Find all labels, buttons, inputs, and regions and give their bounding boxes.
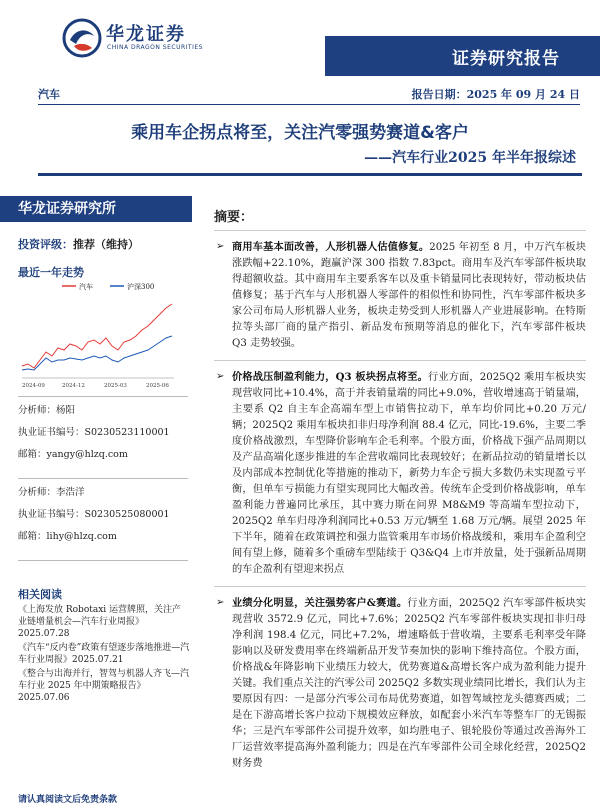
x-tick-label: 2024-09: [22, 383, 45, 389]
abstract-body: [214, 226, 586, 776]
paragraph-lead: 商用车基本面改善，人形机器人估值修复。: [232, 241, 430, 253]
analyst-1: [18, 404, 170, 462]
report-date: 报告日期：2025 年 09 月 24 日: [411, 88, 580, 101]
bullet-arrow-icon: ➢: [216, 371, 225, 382]
analyst-name: 分析师：李浩洋: [18, 487, 85, 498]
report-header: [0, 0, 600, 80]
report-type-label: 证券研究报告: [452, 49, 560, 69]
analyst-email: 邮箱：yangy@hlzq.com: [18, 449, 128, 460]
bullet-arrow-icon: ➢: [216, 597, 225, 608]
analyst-name: 分析师：杨阳: [18, 405, 76, 416]
report-subtitle: ——汽车行业2025 年半年报综述: [364, 150, 576, 166]
legend-auto-label: 汽车: [79, 283, 93, 291]
dragon-logo-icon: [62, 18, 102, 58]
paragraph-lead: 价格战压制盈利能力，Q3 板块拐点将至。: [232, 371, 428, 383]
related-report-link[interactable]: 《上海发放 Robotaxi 运营牌照，关注产业链增量机会—汽车行业周报》2025.07.28: [18, 605, 182, 639]
company-logo: [62, 16, 212, 60]
paragraph-text: 2025 年初至 8 月，中万汽车板块涨跌幅+22.10%，跑赢沪深 300 指数 7.83pct。商用车及汽车零部件板块取得超额收益。其中商用车主要系客车以及重卡销量同比表现转好，带动板块估值修复；基于汽车与人形机器人零部件的相似性和协同性，汽车零部件板块多家公司布局人形机器人业务，板块走势受到人形机器人产业进展影响。在特斯拉等头部厂商的量产指引、新品发布预期等消息的催化下，汽车零部件板块 Q3 走势较强。: [232, 242, 587, 349]
investment-rating: [18, 236, 139, 252]
trend-chart: [18, 280, 178, 390]
series-auto: [22, 304, 172, 368]
related-reading-title: 相关阅读: [18, 588, 62, 601]
analyst-cert: 执业证书编号：S0230525080001: [18, 509, 170, 520]
disclaimer-note: 请认真阅读文后免责条款: [18, 795, 118, 805]
sidebar: [0, 196, 198, 805]
paragraph-text: 行业方面，2025Q2 汽车零部件板块实现营收 3572.9 亿元，同比+7.6%；2025Q2 汽车零部件板块实现扣非归母净利润 198.4 亿元，同比+7.2%，增速略低于营收端，主要系毛利率受年降影响以及研发费用率在终端新品开发节奏加快的影响下维持高位。个股方面，价格战&年降影响下业绩压力较大，优势赛道&高增长客户成为盈利能力提升关键。我们重点关注的汽零公司 2025Q2 多数实现业绩同比增长，我们认为主要原因有四：一是部分汽零公司布局优势赛道，如智驾域控龙头德赛西威；二是在下游高增长客户拉动下规模效应释放，如配套小米汽车等整车厂的无锡振华；三是汽车零部件公司提升效率，如均胜电子、银轮股份等通过改善海外工厂运营效率提高海外盈利能力；四是在汽车零部件公司全球化经营，2025Q2 财务费: [232, 598, 586, 769]
bullet-arrow-icon: ➢: [216, 241, 225, 252]
analyst-2: [18, 486, 170, 544]
header-divider: [38, 104, 580, 105]
abstract-heading: 摘要：: [214, 210, 254, 225]
analyst-email: 邮箱：lihy@hlzq.com: [18, 531, 117, 542]
related-report-link[interactable]: 《整合与出海并行，智驾与机器人齐飞—汽车行业 2025 年中期策略报告》2025.07.06: [18, 669, 190, 703]
related-report-link[interactable]: 《汽车“反内卷”政策有望逐步落地推进—汽车行业周报》2025.07.21: [18, 643, 190, 665]
report-title: 乘用车企拐点将至，关注汽零强势赛道&客户: [131, 123, 469, 143]
title-divider: [38, 173, 582, 176]
sector-date-row: [38, 86, 580, 100]
abstract-paragraph: [214, 365, 586, 582]
legend-hs300-label: 沪深300: [127, 283, 155, 291]
x-tick-label: 2025-03: [104, 383, 127, 389]
logo-chinese-name: 华龙证券: [106, 24, 186, 45]
chart-legend: [62, 282, 154, 291]
paragraph-divider: [214, 230, 586, 231]
paragraph-text: 行业方面，2025Q2 乘用车板块实现营收同比+10.4%，高于并表销量端的同比+9.0%，营收增速高于销量端，主要系 Q2 自主车企高端车型上市销售拉动下，单车均价同比+0.20 万元/辆；2025Q2 乘用车板块扣非归母净利润 88.4 亿元，同比-19.6%，主要二季度价格战激烈，车型降价影响车企毛利率。个股方面，价格战下强产品周期以及产品高端化逐步推进的车企营收端同比表现较好；在新品拉动的销量增长以及内部成本控制优化等措施的推动下，新势力车企亏损大多数仍未实现盈亏平衡，但单车亏损能力有望实现同比大幅改善。传统车企受到价格战影响，单车盈利能力普遍同比承压，其中赛力斯在问界 M8&M9 等高端车型拉动下，2025Q2 单车归母净利润同比+0.53 万元/辆至 1.68 万元/辆。展望 2025 年下半年，随着在政策调控和强力监管乘用车市场价格战缓和，乘用车企盈利空间有望上修，随着多个重磅车型陆续于 Q3&Q4 上市并放量，处于强新品周期的车企盈利有望迎来拐点: [232, 372, 586, 575]
paragraph-divider: [214, 360, 586, 361]
report-type-banner: [325, 36, 600, 76]
related-reading-list: [18, 604, 190, 706]
sidebar-divider: [18, 478, 188, 479]
logo-english-name: CHINA DRAGON SECURITIES: [107, 44, 203, 51]
institute-banner: 华龙证券研究所: [0, 196, 192, 222]
rating-value: 推荐（维持）: [73, 238, 139, 251]
x-tick-label: 2024-12: [62, 383, 85, 389]
abstract-paragraph: [214, 591, 586, 776]
x-tick-label: 2025-06: [146, 383, 169, 389]
sidebar-divider: [18, 560, 188, 561]
series-hs300: [22, 336, 172, 370]
abstract-paragraph: [214, 235, 586, 356]
analyst-cert: 执业证书编号：S0230523110001: [18, 427, 170, 438]
sidebar-divider: [18, 396, 188, 397]
rating-label: 投资评级：: [18, 238, 73, 251]
paragraph-divider: [214, 586, 586, 587]
paragraph-lead: 业绩分化明显，关注强势客户&赛道。: [232, 597, 408, 609]
trend-title: 最近一年走势: [18, 266, 84, 279]
sector-label: 汽车: [38, 88, 60, 101]
